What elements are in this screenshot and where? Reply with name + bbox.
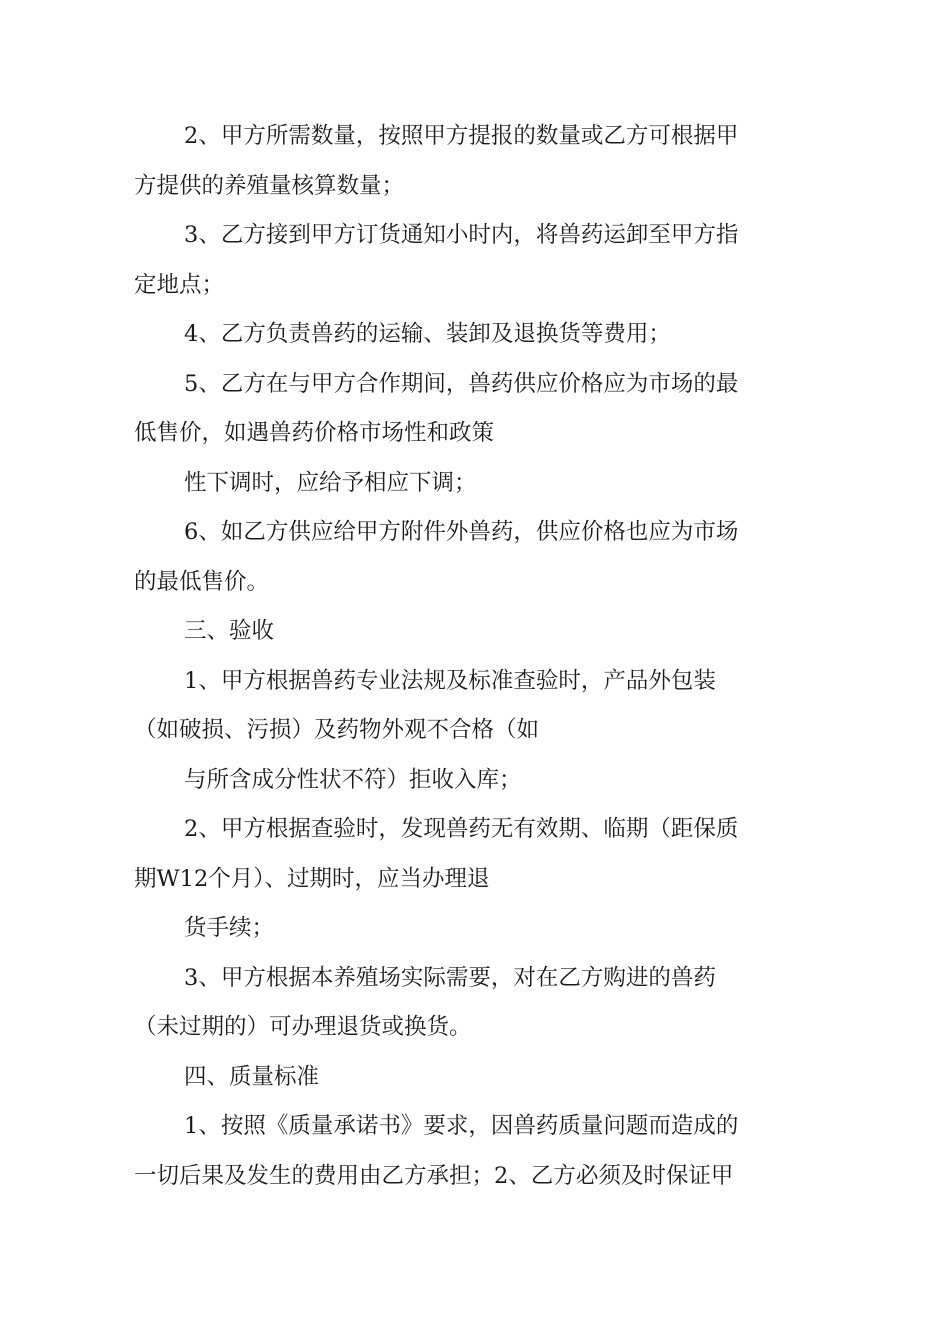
text-line: 1、按照《质量承诺书》要求，因兽药质量问题而造成的 xyxy=(184,1113,739,1139)
text-line: 的最低售价。 xyxy=(134,568,270,595)
text-line: 定地点； xyxy=(134,271,225,298)
text-line: 3、甲方根据本养殖场实际需要，对在乙方购进的兽药 xyxy=(184,964,716,991)
text-line: 性下调时，应给予相应下调； xyxy=(184,469,477,496)
text-line: （未过期的）可办理退货或换货。 xyxy=(134,1014,472,1040)
text-line: 低售价，如遇兽药价格市场性和政策 xyxy=(134,420,495,446)
text-line: 货手续； xyxy=(184,915,275,941)
document-body xyxy=(134,112,818,1201)
text-line: 4、乙方负责兽药的运输、装卸及退换货等费用； xyxy=(184,321,671,347)
section-heading: 三、验收 xyxy=(184,618,275,644)
text-line: 一切后果及发生的费用由乙方承担；2、乙方必须及时保证甲 xyxy=(134,1162,734,1189)
text-line: 2、甲方所需数量，按照甲方提报的数量或乙方可根据甲 xyxy=(184,123,739,149)
text-line: 3、乙方接到甲方订货通知小时内，将兽药运卸至甲方指 xyxy=(184,222,739,248)
text-line: 2、甲方根据查验时，发现兽药无有效期、临期（距保质 xyxy=(184,816,739,842)
text-line: 方提供的养殖量核算数量； xyxy=(134,172,405,199)
text-line: 与所含成分性状不符）拒收入库； xyxy=(184,766,522,793)
text-line: （如破损、污损）及药物外观不合格（如 xyxy=(134,717,540,743)
text-line: 期W12个月）、过期时，应当办理退 xyxy=(134,865,490,892)
section-heading: 四、质量标准 xyxy=(184,1063,320,1090)
text-line: 5、乙方在与甲方合作期间，兽药供应价格应为市场的最 xyxy=(184,370,739,397)
text-line: 1、甲方根据兽药专业法规及标准查验时，产品外包装 xyxy=(184,667,716,694)
text-line: 6、如乙方供应给甲方附件外兽药，供应价格也应为市场 xyxy=(184,519,739,545)
